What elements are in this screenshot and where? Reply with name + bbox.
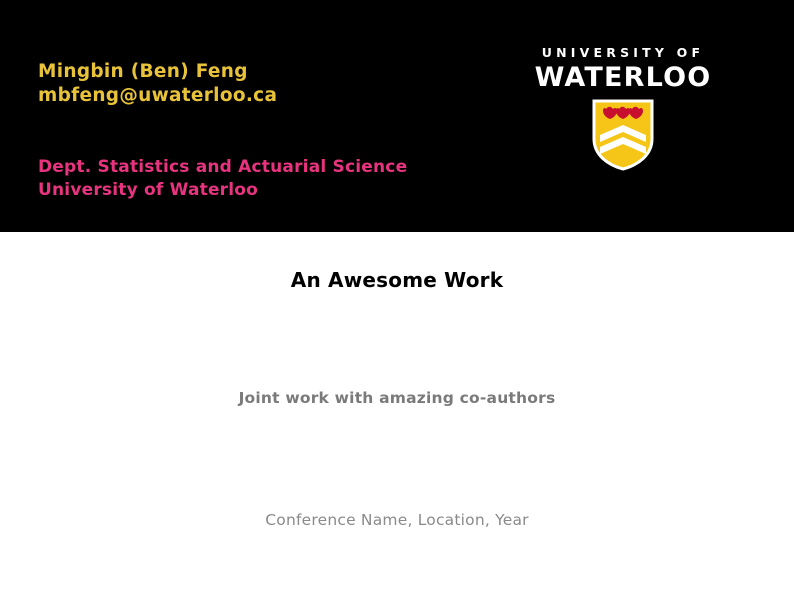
waterloo-shield-icon: [592, 99, 654, 171]
waterloo-logo: [528, 45, 718, 170]
subtitle: Joint work with amazing co-authors: [238, 389, 556, 407]
venue-line: Conference Name, Location, Year: [265, 511, 529, 529]
shield-wrapper: [528, 99, 718, 175]
page-title: An Awesome Work: [290, 268, 504, 292]
logo-waterloo-text: WATERLOO: [534, 62, 712, 93]
logo-university-of-text: UNIVERSITY OF: [541, 45, 705, 60]
author-name: Mingbin (Ben) Feng: [38, 61, 248, 82]
affiliation-university: University of Waterloo: [38, 179, 259, 200]
author-email[interactable]: mbfeng@uwaterloo.ca: [38, 85, 278, 107]
author-block: [38, 60, 277, 108]
affiliation-block: [38, 156, 407, 201]
title-banner: [0, 0, 794, 232]
affiliation-department: Dept. Statistics and Actuarial Science: [38, 157, 408, 177]
